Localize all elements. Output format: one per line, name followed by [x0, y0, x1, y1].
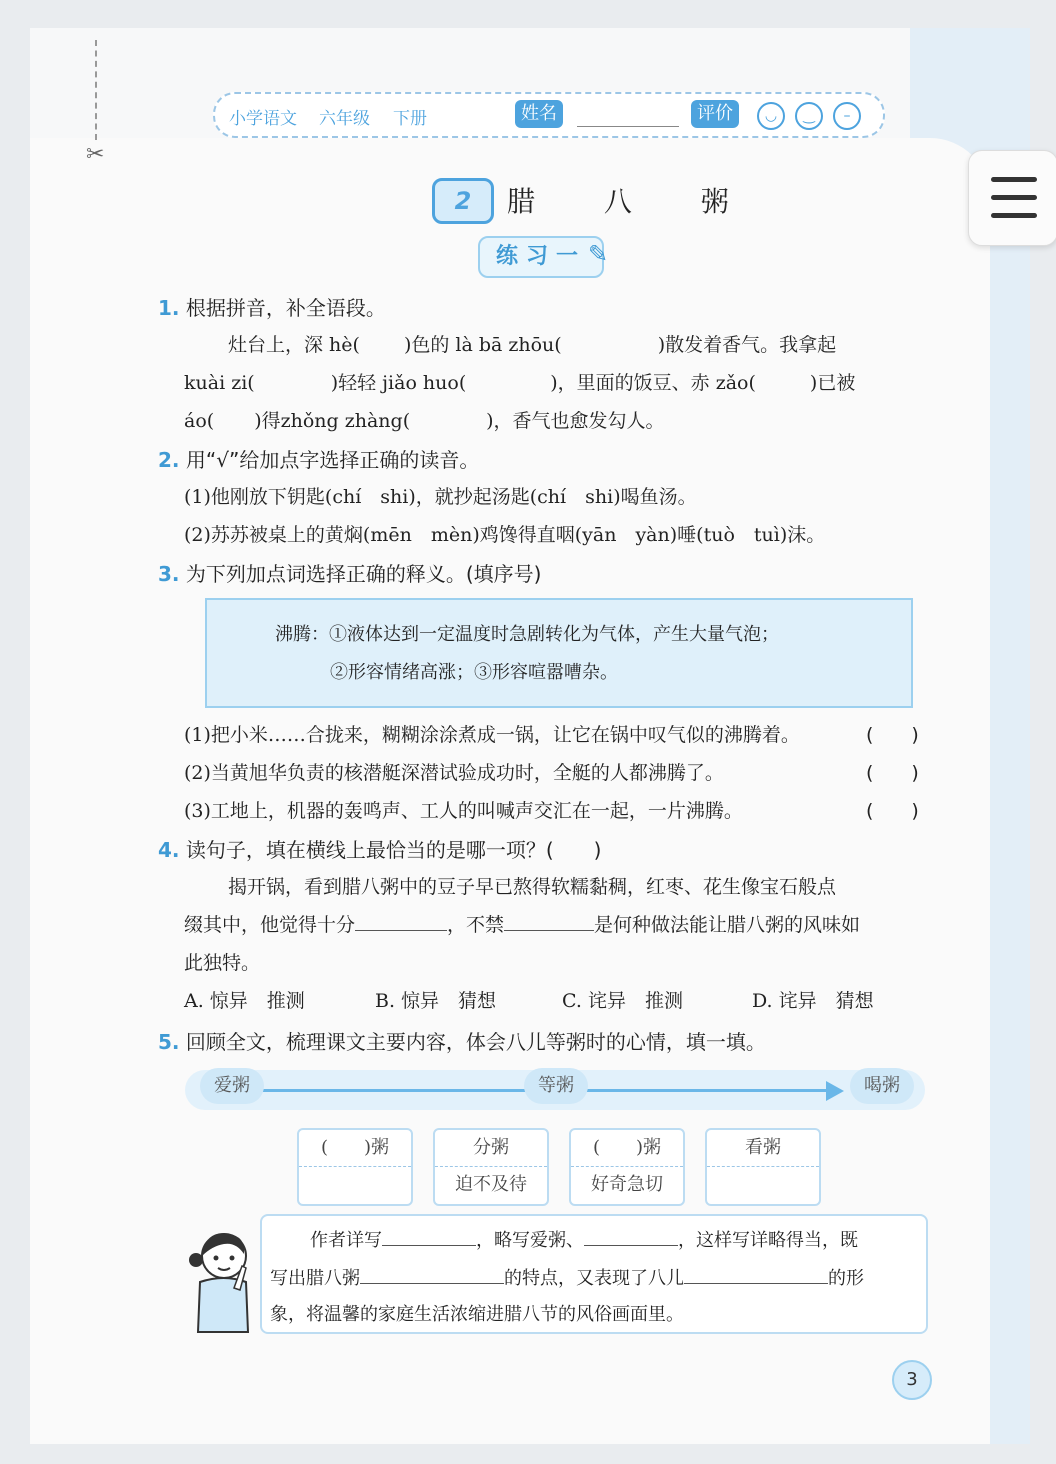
menu-button[interactable] — [968, 150, 1056, 246]
question-prompt: 用“√”给加点字选择正确的读音。 — [185, 448, 480, 472]
question-prompt: 读句子，填在横线上最恰当的是哪一项？( ) — [185, 838, 602, 862]
name-field[interactable] — [577, 126, 679, 127]
eval-label: 评价 — [691, 100, 739, 128]
practice-label: 练习一 — [478, 236, 604, 278]
lesson-title: 腊 八 粥 — [507, 185, 759, 218]
answer-blank[interactable] — [684, 1283, 828, 1284]
smile-face-icon[interactable]: ‿ — [795, 102, 823, 130]
option-c[interactable]: C. 诧异 推测 — [562, 990, 683, 1012]
q1-line-2: kuài zi( )轻轻 jiǎo huo( )，里面的饭豆、赤 zǎo( )已被 — [184, 372, 856, 394]
pencil-icon: ✎ — [588, 240, 609, 268]
volume-label: 下册 — [393, 109, 427, 129]
question-number: 2. — [158, 448, 180, 472]
flow-node-eat: 喝粥 — [850, 1068, 914, 1104]
definition-line-2: ②形容情绪高涨；③形容喧嚣嘈杂。 — [330, 662, 618, 683]
answer-bracket[interactable]: ( ) — [866, 724, 919, 746]
scissor-icon: ✂ — [86, 142, 105, 167]
lesson-number: 2 — [432, 178, 494, 224]
question-1 — [158, 292, 386, 321]
page-header — [213, 92, 885, 138]
q3-item-2: (2)当黄旭华负责的核潜艇深潜试验成功时，全艇的人都沸腾了。 — [184, 762, 724, 784]
stage-card[interactable]: ( )粥 好奇急切 — [569, 1128, 685, 1206]
answer-blank[interactable] — [504, 930, 594, 931]
menu-icon — [991, 177, 1037, 182]
happy-face-icon[interactable]: ◡ — [757, 102, 785, 130]
q4-line-1: 揭开锅，看到腊八粥中的豆子早已熬得软糯黏稠，红枣、花生像宝石般点 — [228, 876, 837, 898]
definition-line-1: 沸腾：①液体达到一定温度时急剧转化为气体，产生大量气泡； — [275, 624, 779, 645]
arrow-head-icon — [826, 1081, 844, 1101]
question-prompt: 回顾全文，梳理课文主要内容，体会八儿等粥时的心情，填一填。 — [185, 1030, 766, 1054]
question-number: 4. — [158, 838, 180, 862]
q3-item-3: (3)工地上，机器的轰鸣声、工人的叫喊声交汇在一起，一片沸腾。 — [184, 800, 743, 822]
answer-blank[interactable] — [360, 1283, 504, 1284]
stage-card[interactable]: 看粥 — [705, 1128, 821, 1206]
question-number: 3. — [158, 562, 180, 586]
q3-item-1: (1)把小米……合拢来，糊糊涂涂煮成一锅，让它在锅中叹气似的沸腾着。 — [184, 724, 800, 746]
question-5 — [158, 1026, 766, 1055]
question-2 — [158, 444, 479, 473]
stage-card[interactable]: ( )粥 — [297, 1128, 413, 1206]
girl-illustration — [182, 1226, 262, 1334]
page-number: 3 — [892, 1360, 932, 1400]
summary-line-2: 写出腊八粥 的特点，又表现了八儿 的形 — [270, 1268, 864, 1289]
answer-blank[interactable] — [584, 1245, 678, 1246]
neutral-face-icon[interactable]: – — [833, 102, 861, 130]
subject-label: 小学语文 — [229, 109, 297, 129]
q1-line-1: 灶台上，深 hè( )色的 là bā zhōu( )散发着香气。我拿起 — [228, 334, 837, 356]
answer-bracket[interactable]: ( ) — [866, 762, 919, 784]
q2-item-1[interactable]: (1)他刚放下钥匙(chí shi)，就抄起汤匙(chí shi)喝鱼汤。 — [184, 486, 697, 508]
q2-item-2[interactable]: (2)苏苏被桌上的黄焖(mēn mèn)鸡馋得直咽(yān yàn)唾(tuò tuì)沫。 — [184, 524, 826, 546]
question-3 — [158, 558, 541, 587]
cut-line — [95, 40, 97, 140]
definition-box — [205, 598, 913, 708]
flow-node-wait: 等粥 — [524, 1068, 588, 1104]
question-number: 5. — [158, 1030, 180, 1054]
question-4 — [158, 834, 601, 863]
stage-card: 分粥 迫不及待 — [433, 1128, 549, 1206]
q1-line-3: áo( )得zhǒng zhàng( )，香气也愈发勾人。 — [184, 410, 665, 432]
flow-node-love: 爱粥 — [200, 1068, 264, 1104]
summary-line-1: 作者详写 ，略写爱粥、 ，这样写详略得当，既 — [310, 1230, 858, 1251]
question-prompt: 为下列加点词选择正确的释义。(填序号) — [185, 562, 542, 586]
q4-line-3: 此独特。 — [184, 952, 261, 974]
answer-blank[interactable] — [355, 930, 447, 931]
question-number: 1. — [158, 296, 180, 320]
summary-line-3: 象，将温馨的家庭生活浓缩进腊八节的风俗画面里。 — [270, 1304, 684, 1325]
answer-bracket[interactable]: ( ) — [866, 800, 919, 822]
grade-label: 六年级 — [319, 109, 370, 129]
q4-line-2: 缀其中，他觉得十分 ，不禁 是何种做法能让腊八粥的风味如 — [184, 914, 861, 936]
answer-blank[interactable] — [382, 1245, 476, 1246]
name-label: 姓名 — [515, 100, 563, 128]
option-b[interactable]: B. 惊异 猜想 — [375, 990, 497, 1012]
option-a[interactable]: A. 惊异 推测 — [184, 990, 305, 1012]
option-d[interactable]: D. 诧异 猜想 — [752, 990, 874, 1012]
question-prompt: 根据拼音，补全语段。 — [185, 296, 386, 320]
